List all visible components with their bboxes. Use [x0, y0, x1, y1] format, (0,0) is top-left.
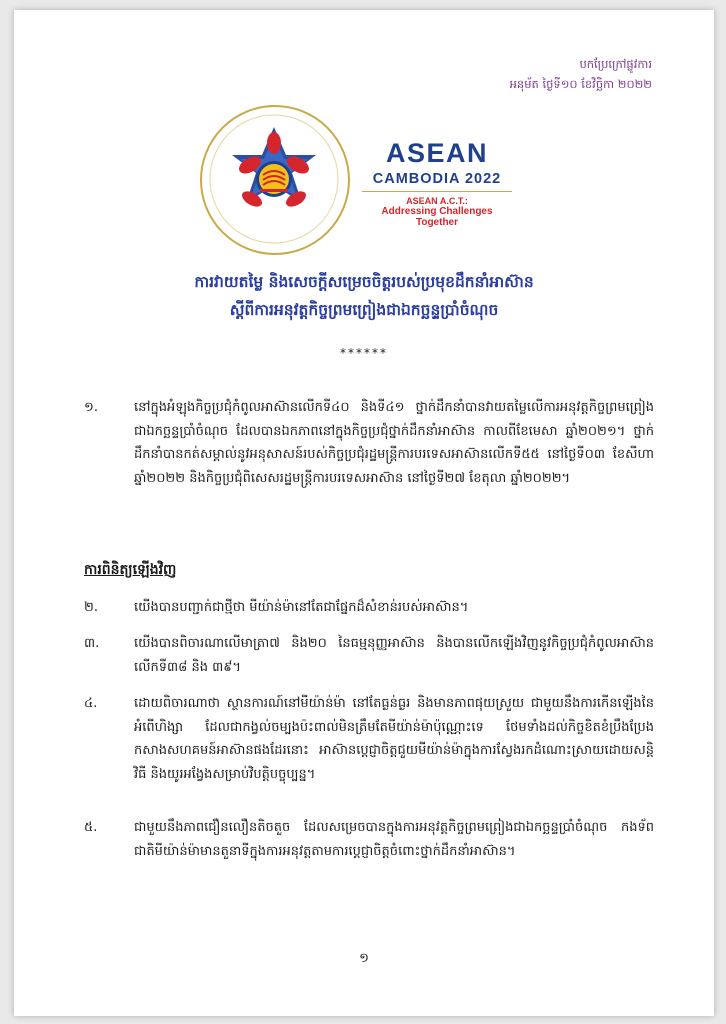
header-note	[510, 54, 652, 94]
section-heading-review: ការពិនិត្យឡើងវិញ	[84, 562, 177, 578]
header-line-2: អនុម័ត ថ្ងៃទី១០ ខែវិច្ឆិកា ២០២២	[509, 77, 652, 91]
paragraph-text: យើងបានបញ្ជាក់ជាថ្មីថា មីយ៉ាន់ម៉ានៅតែជាផ្នែកដ៏សំខាន់របស់អាស៊ាន។	[134, 600, 469, 615]
page-number: ១	[359, 951, 369, 966]
title-line-2: ស្តីពីការអនុវត្តកិច្ចព្រមព្រៀងជាឯកច្ឆន្ទប្រាំចំណុច	[229, 301, 499, 319]
header-line-1: បកប្រែក្រៅផ្លូវការ	[579, 57, 652, 71]
asean-emblem-logo	[200, 105, 350, 255]
title-separator: ******	[340, 346, 388, 360]
brand-asean: ASEAN	[385, 138, 488, 168]
paragraph-text: នៅក្នុងអំឡុងកិច្ចប្រជុំកំពូលអាស៊ានលើកទី៤០ និងទី៤១ ថ្នាក់ដឹកនាំបានវាយតម្លៃលើការអនុវត្តកិច្ចព្រមព្រៀងជាឯកច្ឆន្ទប្រាំចំណុច ដែលបានឯកភាពនៅក្នុងកិច្ចប្រជុំថ្នាក់ដឹកនាំអាស៊ាន កាលពីខែមេសា ឆ្នាំ២០២១។ ថ្នាក់ដឹកនាំបានកត់សម្គាល់នូវអនុសាសន៍របស់កិច្ចប្រជុំរដ្ឋមន្រ្តីការបរទេសអាស៊ានលើកទី៥៥ នៅថ្ងៃទី០៣ ខែសីហា ឆ្នាំ២០២២ និងកិច្ចប្រជុំពិសេសរដ្ឋមន្រ្តីការបរទេសអាស៊ាន នៅថ្ងៃទី២៧ ខែតុលា ឆ្នាំ២០២២។	[134, 400, 654, 486]
brand-tagline: Addressing Challenges Together	[381, 206, 493, 228]
paragraph-text: ជាមួយនឹងភាពជឿនលឿនតិចតួច ដែលសម្រេចបានក្នុងការអនុវត្តកិច្ចព្រមព្រៀងជាឯកច្ឆន្ទប្រាំចំណុច កងទ័ពជាតិមីយ៉ាន់ម៉ាមានតួនាទីក្នុងការអនុវត្តតាមការប្តេជ្ញាចិត្តចំពោះថ្នាក់ដឹកនាំអាស៊ាន។	[134, 820, 654, 859]
asean-cambodia-brand	[362, 138, 512, 228]
brand-cambodia-2022: CAMBODIA 2022	[372, 171, 502, 187]
brand-divider	[362, 191, 512, 192]
paragraph-1	[84, 396, 654, 536]
paragraph-number: ២.	[84, 600, 98, 615]
emblem-graphic	[200, 105, 350, 255]
paragraph-5	[84, 816, 654, 896]
title-line-1: ការវាយតម្លៃ និងសេចក្តីសម្រេចចិត្តរបស់ប្រមុខដឹកនាំអាស៊ាន	[194, 273, 534, 291]
paragraph-number: ១.	[84, 400, 98, 415]
brand-act: ASEAN A.C.T.:	[406, 196, 468, 206]
paragraph-number: ៣.	[84, 636, 100, 651]
paragraph-4	[84, 692, 654, 802]
document-page	[14, 10, 714, 1016]
paragraph-number: ៥.	[84, 820, 98, 835]
paragraph-text: ដោយពិចារណាថា ស្ថានការណ៍នៅមីយ៉ាន់ម៉ា នៅតែធ្ងន់ធ្ងរ និងមានភាពផុយស្រួយ ជាមួយនឹងការកើនឡើងនៃអំពើហិង្សា ដែលជាកង្វល់ចម្បងប៉ះពាល់មិនត្រឹមតែមីយ៉ាន់ម៉ាប៉ុណ្ណោះទេ ថែមទាំងដល់កិច្ចខិតខំប្រឹងប្រែងកសាងសហគមន៍អាស៊ានផងដែរនោះ អាស៊ានប្តេជ្ញាចិត្តជួយមីយ៉ាន់ម៉ាក្នុងការស្វែងរកដំណោះស្រាយដោយសន្តិវិធី និងយូរអង្វែងសម្រាប់វិបត្តិបច្ចុប្បន្ន។	[134, 696, 654, 782]
document-title	[54, 268, 674, 324]
paragraph-text: យើងបានពិចារណាលើមាត្រា៧ និង២០ នៃធម្មនុញ្ញអាស៊ាន និងបានលើកឡើងវិញនូវកិច្ចប្រជុំកំពូលអាស៊ានលើកទី៣៨ និង ៣៩។	[134, 636, 654, 675]
paragraph-2	[84, 596, 654, 622]
paragraph-number: ៤.	[84, 696, 98, 711]
paragraph-3	[84, 632, 654, 682]
